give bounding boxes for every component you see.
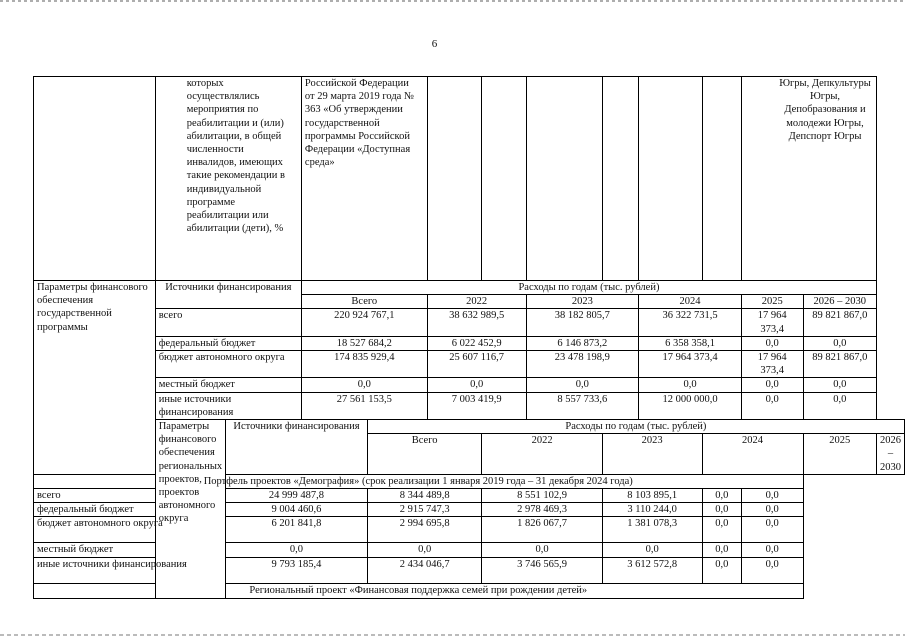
section2-sources-header: Источники финансирования xyxy=(226,420,368,475)
value-cell: 6 022 452,9 xyxy=(427,336,526,350)
value-cell: 6 358 358,1 xyxy=(639,336,742,350)
section2-label: Параметры финансового обеспечения региональных проектов, проектов автономного округа xyxy=(155,420,225,599)
value-cell: 7 003 419,9 xyxy=(427,392,526,419)
responsible-text: Югры, Депкультуры Югры, Депобразования и молодежи Югры, Депспорт Югры xyxy=(779,78,871,142)
source-name: бюджет автономного округа xyxy=(155,351,301,378)
source-name: местный бюджет xyxy=(34,543,226,557)
value-cell: 3 110 244,0 xyxy=(602,503,702,517)
empty-label-cell xyxy=(34,77,156,281)
empty-cell xyxy=(702,77,741,281)
year-header: 2022 xyxy=(427,295,526,309)
empty-cell xyxy=(639,77,702,281)
value-cell: 12 000 000,0 xyxy=(639,392,742,419)
source-name: бюджет автономного округа xyxy=(34,517,226,543)
value-cell: 6 146 873,2 xyxy=(526,336,639,350)
section1-label: Параметры финансового обеспечения государственной программы xyxy=(34,281,156,475)
year-header: 2025 xyxy=(803,434,877,475)
year-header: 2023 xyxy=(526,295,639,309)
year-header: 2024 xyxy=(702,434,803,475)
value-cell: 8 557 733,6 xyxy=(526,392,639,419)
table-row xyxy=(34,351,905,378)
scan-edge-top xyxy=(0,0,905,2)
table-row xyxy=(34,557,905,583)
value-cell: 1 826 067,7 xyxy=(482,517,602,543)
value-cell: 0,0 xyxy=(301,378,427,392)
value-cell: 0,0 xyxy=(702,543,741,557)
year-header: 2024 xyxy=(639,295,742,309)
value-cell: 89 821 867,0 xyxy=(803,309,877,336)
year-header: 2022 xyxy=(482,434,602,475)
value-cell: 23 478 198,9 xyxy=(526,351,639,378)
value-cell: 89 821 867,0 xyxy=(803,351,877,378)
value-cell: 0,0 xyxy=(702,557,741,583)
value-cell: 0,0 xyxy=(803,336,877,350)
value-cell: 0,0 xyxy=(741,557,803,583)
value-cell: 0,0 xyxy=(639,378,742,392)
value-cell: 17 964 373,4 xyxy=(639,351,742,378)
value-cell: 2 994 695,8 xyxy=(367,517,482,543)
section2-expenses-header: Расходы по годам (тыс. рублей) xyxy=(367,420,904,434)
value-cell: 38 632 989,5 xyxy=(427,309,526,336)
value-cell: 0,0 xyxy=(741,392,803,419)
value-cell: 18 527 684,2 xyxy=(301,336,427,350)
source-name: федеральный бюджет xyxy=(34,503,226,517)
basis-text: Российской Федерации от 29 марта 2019 года № 363 «Об утверждении государственной программы Российской Федерации «Доступная среда» xyxy=(304,78,414,169)
value-cell: 8 551 102,9 xyxy=(482,489,602,503)
value-cell: 0,0 xyxy=(702,503,741,517)
value-cell: 27 561 153,5 xyxy=(301,392,427,419)
empty-cell xyxy=(427,77,482,281)
value-cell: 0,0 xyxy=(803,392,877,419)
page-number: 6 xyxy=(431,38,438,50)
source-name: всего xyxy=(34,489,226,503)
source-name: местный бюджет xyxy=(155,378,301,392)
basis-cell xyxy=(301,77,427,281)
value-cell: 8 103 895,1 xyxy=(602,489,702,503)
value-cell: 24 999 487,8 xyxy=(226,489,368,503)
value-cell: 0,0 xyxy=(482,543,602,557)
year-header: 2026 – 2030 xyxy=(877,434,905,475)
financing-table xyxy=(33,76,905,599)
value-cell: 0,0 xyxy=(741,489,803,503)
value-cell: 2 915 747,3 xyxy=(367,503,482,517)
responsible-cell xyxy=(741,77,876,281)
continuation-row xyxy=(34,77,905,281)
source-name: иные источники финансирования xyxy=(155,392,301,419)
value-cell: 9 004 460,6 xyxy=(226,503,368,517)
value-cell: 0,0 xyxy=(741,378,803,392)
table-row xyxy=(34,309,905,336)
value-cell: 17 964 373,4 xyxy=(741,351,803,378)
section1-sources-header: Источники финансирования xyxy=(155,281,301,309)
value-cell: 6 201 841,8 xyxy=(226,517,368,543)
scan-edge-bottom xyxy=(0,634,905,636)
value-cell: 0,0 xyxy=(702,517,741,543)
value-cell: 0,0 xyxy=(526,378,639,392)
value-cell: 0,0 xyxy=(602,543,702,557)
regional-project-title: Региональный проект «Финансовая поддержка семей при рождении детей» xyxy=(34,583,804,598)
value-cell: 3 612 572,8 xyxy=(602,557,702,583)
value-cell: 2 434 046,7 xyxy=(367,557,482,583)
value-cell: 36 322 731,5 xyxy=(639,309,742,336)
source-name: федеральный бюджет xyxy=(155,336,301,350)
value-cell: 0,0 xyxy=(741,336,803,350)
indicator-text: которых осуществлялись мероприятия по реабилитации и (или) абилитации, в общей численности инвалидов, имеющих такие рекомендации в индивидуальной программе реабилитации или абилитации (дети), % xyxy=(186,78,285,235)
value-cell: 9 793 185,4 xyxy=(226,557,368,583)
value-cell: 220 924 767,1 xyxy=(301,309,427,336)
value-cell: 0,0 xyxy=(803,378,877,392)
empty-cell xyxy=(482,77,526,281)
value-cell: 0,0 xyxy=(367,543,482,557)
empty-cell xyxy=(526,77,602,281)
section2-header-row xyxy=(34,420,905,434)
table-row xyxy=(34,392,905,419)
source-name: всего xyxy=(155,309,301,336)
value-cell: 0,0 xyxy=(741,543,803,557)
value-cell: 174 835 929,4 xyxy=(301,351,427,378)
year-header: 2026 – 2030 xyxy=(803,295,877,309)
empty-cell xyxy=(602,77,638,281)
year-header: Всего xyxy=(301,295,427,309)
value-cell: 0,0 xyxy=(741,503,803,517)
value-cell: 0,0 xyxy=(427,378,526,392)
section1-header-row xyxy=(34,281,905,295)
value-cell: 38 182 805,7 xyxy=(526,309,639,336)
indicator-cell xyxy=(155,77,301,281)
table-row xyxy=(34,543,905,557)
source-name: иные источники финансирования xyxy=(34,557,226,583)
value-cell: 0,0 xyxy=(741,517,803,543)
portfolio-title: Портфель проектов «Демография» (срок реализации 1 января 2019 года – 31 декабря 2024 года) xyxy=(34,474,804,488)
value-cell: 25 607 116,7 xyxy=(427,351,526,378)
table-row xyxy=(34,336,905,350)
value-cell: 1 381 078,3 xyxy=(602,517,702,543)
value-cell: 8 344 489,8 xyxy=(367,489,482,503)
regional-project-row xyxy=(34,583,905,598)
table-row xyxy=(34,378,905,392)
value-cell: 2 978 469,3 xyxy=(482,503,602,517)
year-header: 2025 xyxy=(741,295,803,309)
value-cell: 0,0 xyxy=(226,543,368,557)
value-cell: 3 746 565,9 xyxy=(482,557,602,583)
value-cell: 0,0 xyxy=(702,489,741,503)
section1-expenses-header: Расходы по годам (тыс. рублей) xyxy=(301,281,876,295)
value-cell: 17 964 373,4 xyxy=(741,309,803,336)
year-header: 2023 xyxy=(602,434,702,475)
year-header: Всего xyxy=(367,434,482,475)
